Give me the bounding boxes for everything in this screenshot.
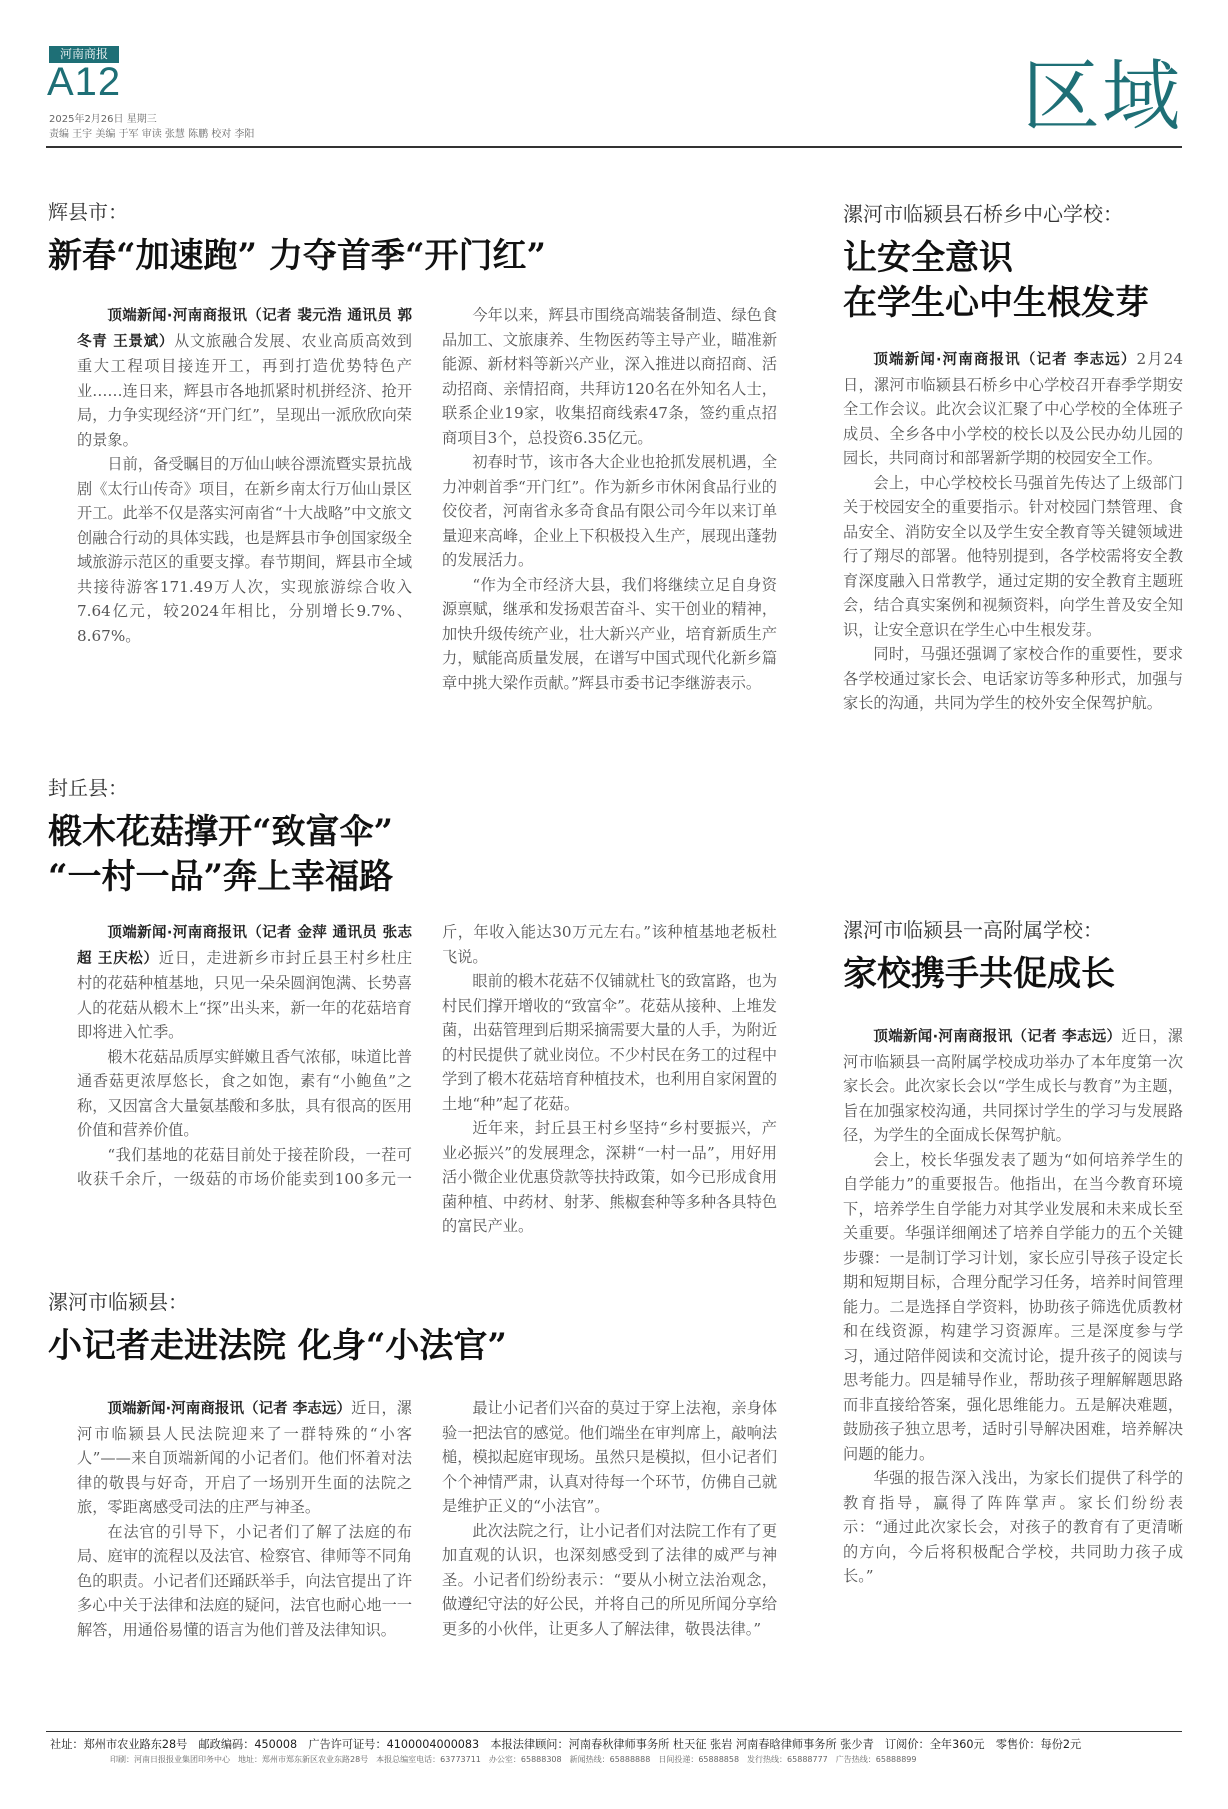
- article-byline: 顶端新闻·河南商报讯（记者 裴元浩 通讯员 郭冬青 王景斌）: [77, 308, 412, 350]
- article-yigao-school-body: [843, 1024, 1183, 1714]
- page-number: A12: [47, 60, 122, 104]
- article-paragraph: 今年以来，辉县市围绕高端装备制造、绿色食品加工、文旅康养、生物医药等主导产业，瞄准新能源、新材料等新兴产业，深入推进以商招商、活动招商、亲情招商，共拜访120名在外知名人士，联系企业19家，收集招商线索47条，签约重点招商项目3个，总投资6.35亿元。: [442, 306, 777, 447]
- article-byline: 顶端新闻·河南商报讯（记者 李志远）: [873, 1029, 1122, 1045]
- article-paragraph: 会上，中心学校校长马强首先传达了上级部门关于校园安全的重要指示。针对校园门禁管理、食品安全、消防安全以及学生安全教育等关键领域进行了翔尽的部署。他特别提到，各学校需将安全教育深度融入日常教学，通过定期的安全教育主题班会，结合真实案例和视频资料，向学生普及安全知识，让安全意识在学生心中生根发芽。: [843, 473, 1183, 639]
- article-headline: 家校携手共促成长: [843, 954, 1115, 994]
- article-fengqiu: [48, 776, 738, 900]
- article-shiqiao-school: [843, 202, 1183, 326]
- article-paragraph: 华强的报告深入浅出，为家长们提供了科学的教育指导，赢得了阵阵掌声。家长们纷纷表示：“通过此次家长会，对孩子的教育有了更清晰的方向，今后将积极配合学校，共同助力孩子成长。”: [843, 1469, 1183, 1585]
- article-paragraph: “我们基地的花菇目前处于接茬阶段，一茬可收获千余斤，一级菇的市场价能卖到100多元一斤，年收入能达30万元左右。”该种植基地老板杜飞说。: [77, 923, 777, 1188]
- footer-print-info: 印刷：河南日报报业集团印务中心 地址：郑州市郑东新区农业东路28号 本报总编室电话：63773711 办公室：65888308 新闻热线：65888888 日间投递：65888858 发行热线：65888777 广告热线：65888899: [110, 1755, 917, 1764]
- article-paragraph: 最让小记者们兴奋的莫过于穿上法袍，亲身体验一把法官的感觉。他们端坐在审判席上，敲响法槌，模拟起庭审现场。虽然只是模拟，但小记者们个个神情严肃，认真对待每一个环节，仿佛自己就是维护正义的“小法官”。: [442, 1399, 777, 1515]
- article-kicker: 漯河市临颍县石桥乡中心学校：: [843, 202, 1123, 226]
- issue-date: 2025年2月26日 星期三: [49, 114, 157, 125]
- article-paragraph: 同时，马强还强调了家校合作的重要性，要求各学校通过家长会、电话家访等多种形式，加强与家长的沟通，共同为学生的校外安全保驾护航。: [843, 645, 1183, 712]
- article-paragraph: 初春时节，该市各大企业也抢抓发展机遇，全力冲刺首季“开门红”。作为新乡市休闲食品行业的佼佼者，河南省永多奇食品有限公司今年以来订单量迎来高峰，企业上下积极投入生产，展现出蓬勃的发展活力。: [442, 453, 777, 569]
- editors-credit: 责编 王宇 美编 于军 审读 张慧 陈鹏 校对 李阳: [49, 129, 255, 140]
- article-kicker: 漯河市临颍县一高附属学校：: [843, 918, 1103, 942]
- article-paragraph: 顶端新闻·河南商报讯（记者 李志远）近日，漯河市临颍县一高附属学校成功举办了本年度第一次家长会。此次家长会以“学生成长与教育”为主题，旨在加强家校沟通，共同探讨学生的学习与发展路径，为学生的全面成长保驾护航。: [843, 1027, 1183, 1144]
- top-divider: [46, 146, 1182, 148]
- article-byline: 顶端新闻·河南商报讯（记者 金萍 通讯员 张志超 王庆松）: [77, 925, 412, 967]
- article-yigao-school: [843, 918, 1183, 997]
- article-headline: 椴木花菇撑开“致富伞”: [48, 812, 394, 852]
- section-title: 区域: [1021, 52, 1182, 142]
- article-byline: 顶端新闻·河南商报讯（记者 李志远）: [107, 1401, 352, 1417]
- article-paragraph: 顶端新闻·河南商报讯（记者 李志远）近日，漯河市临颍县人民法院迎来了一群特殊的“小客人”——来自顶端新闻的小记者们。他们怀着对法律的敬畏与好奇，开启了一场别开生面的法院之旅，零距离感受司法的庄严与神圣。: [77, 1399, 412, 1516]
- article-paragraph: 顶端新闻·河南商报讯（记者 金萍 通讯员 张志超 王庆松）近日，走进新乡市封丘县王村乡杜庄村的花菇种植基地，只见一朵朵圆润饱满、长势喜人的花菇从椴木上“探”出头来，新一年的花菇培育即将进入忙季。: [77, 925, 412, 1041]
- article-paragraph: 在法官的引导下，小记者们了解了法庭的布局、庭审的流程以及法官、检察官、律师等不同角色的职责。小记者们还踊跃举手，向法官提出了许多心中关于法律和法庭的疑问，法官也耐心地一一解答，用通俗易懂的语言为他们普及法律知识。: [77, 1522, 412, 1639]
- article-headline: 让安全意识: [843, 238, 1013, 278]
- footer-publisher-info: 社址：郑州市农业路东28号 邮政编码：450008 广告许可证号：4100004000083 本报法律顾问：河南春秋律师事务所 杜天征 张岩 河南春晗律师事务所 张少青 订阅价：全年360元 零售价：每份2元: [50, 1738, 1082, 1751]
- article-headline-line2: “一村一品”奔上幸福路: [48, 857, 394, 897]
- article-paragraph: “作为全市经济大县，我们将继续立足自身资源禀赋，继承和发扬艰苦奋斗、实干创业的精神，加快升级传统产业，壮大新兴产业，培育新质生产力，赋能高质量发展，在谱写中国式现代化新乡篇章中挑大梁作贡献。”辉县市委书记李继游表示。: [442, 575, 777, 692]
- article-headline-line2: 在学生心中生根发芽: [843, 283, 1149, 323]
- article-huixian: [48, 200, 738, 279]
- article-shiqiao-school-body: [843, 347, 1183, 847]
- article-linying-court-body: [77, 1396, 777, 1702]
- article-fengqiu-body: [77, 920, 777, 1240]
- newspaper-brand-logo: 河南商报: [49, 46, 119, 63]
- article-headline: 小记者走进法院 化身“小法官”: [48, 1326, 507, 1366]
- article-byline: 顶端新闻·河南商报讯（记者 李志远）: [873, 352, 1137, 368]
- article-paragraph: 此次法院之行，让小记者们对法院工作有了更加直观的认识，也深刻感受到了法律的威严与神圣。小记者们纷纷表示：“要从小树立法治观念，做遵纪守法的好公民，并将自己的所见所闻分享给更多的小伙伴，让更多人了解法律，敬畏法律。”: [442, 1521, 777, 1638]
- article-kicker: 漯河市临颍县：: [48, 1290, 188, 1314]
- article-paragraph: 日前，备受瞩目的万仙山峡谷漂流暨实景抗战剧《太行山传奇》项目，在新乡南太行万仙山景区开工。此举不仅是落实河南省“十大战略”中文旅文创融合行动的具体实践，也是辉县市争创国家级全域旅游示范区的重要支撑。春节期间，辉县市全域共接待游客171.49万人次，实现旅游综合收入7.64亿元，较2024年相比，分别增长9.7%、8.67%。: [77, 455, 412, 645]
- article-paragraph: 会上，校长华强发表了题为“如何培养学生的自学能力”的重要报告。他指出，在当今教育环境下，培养学生自学能力对其学业发展和未来成长至关重要。华强详细阐述了培养自学能力的五个关键步骤：一是制订学习计划，家长应引导孩子设定长期和短期目标，合理分配学习任务，培养时间管理能力。二是选择自学资料，协助孩子筛选优质教材和在线资源，构建学习资源库。三是深度参与学习，通过陪伴阅读和交流讨论，提升孩子的阅读与思考能力。四是辅导作业，帮助孩子理解解题思路而非直接给答案，强化思维能力。五是解决难题，鼓励孩子独立思考，适时引导解决困难，培养解决问题的能力。: [843, 1150, 1183, 1463]
- article-paragraph: 近年来，封丘县王村乡坚持“乡村要振兴，产业必振兴”的发展理念，深耕“一村一品”，用好用活小微企业优惠贷款等扶持政策，如今已形成食用菌种植、中药材、射茅、熊椒套种等多种各具特色的富民产业。: [442, 1119, 777, 1235]
- bottom-divider: [46, 1731, 1182, 1732]
- article-paragraph: 顶端新闻·河南商报讯（记者 裴元浩 通讯员 郭冬青 王景斌）从文旅融合发展、农业高质高效到重大工程项目接连开工，再到打造优势特色产业……连日来，辉县市各地抓紧时机拼经济、抢开局，力争实现经济“开门红”，呈现出一派欣欣向荣的景象。: [77, 308, 412, 449]
- article-paragraph: 椴木花菇品质厚实鲜嫩且香气浓郁，味道比普通香菇更浓厚悠长，食之如饱，素有“小鲍鱼”之称，又因富含大量氨基酸和多肽，具有很高的医用价值和营养价值。: [77, 1047, 412, 1139]
- article-paragraph: 眼前的椴木花菇不仅铺就杜飞的致富路，也为村民们撑开增收的“致富伞”。花菇从接种、上堆发菌，出菇管理到后期采摘需要大量的人手，为附近的村民提供了就业岗位。不少村民在务工的过程中学到了椴木花菇培育种植技术，也利用自家闲置的土地“种”起了花菇。: [442, 972, 777, 1113]
- article-huixian-body: [77, 303, 777, 723]
- article-paragraph: 顶端新闻·河南商报讯（记者 李志远）2月24日，漯河市临颍县石桥乡中心学校召开春季学期安全工作会议。此次会议汇聚了中心学校的全体班子成员、全乡各中小学校的校长以及公民办幼儿园的园长，共同商讨和部署新学期的校园安全工作。: [843, 350, 1183, 467]
- article-kicker: 封丘县：: [48, 776, 128, 800]
- article-kicker: 辉县市：: [48, 200, 128, 224]
- article-linying-court: [48, 1290, 738, 1369]
- article-headline: 新春“加速跑” 力夺首季“开门红”: [48, 236, 547, 276]
